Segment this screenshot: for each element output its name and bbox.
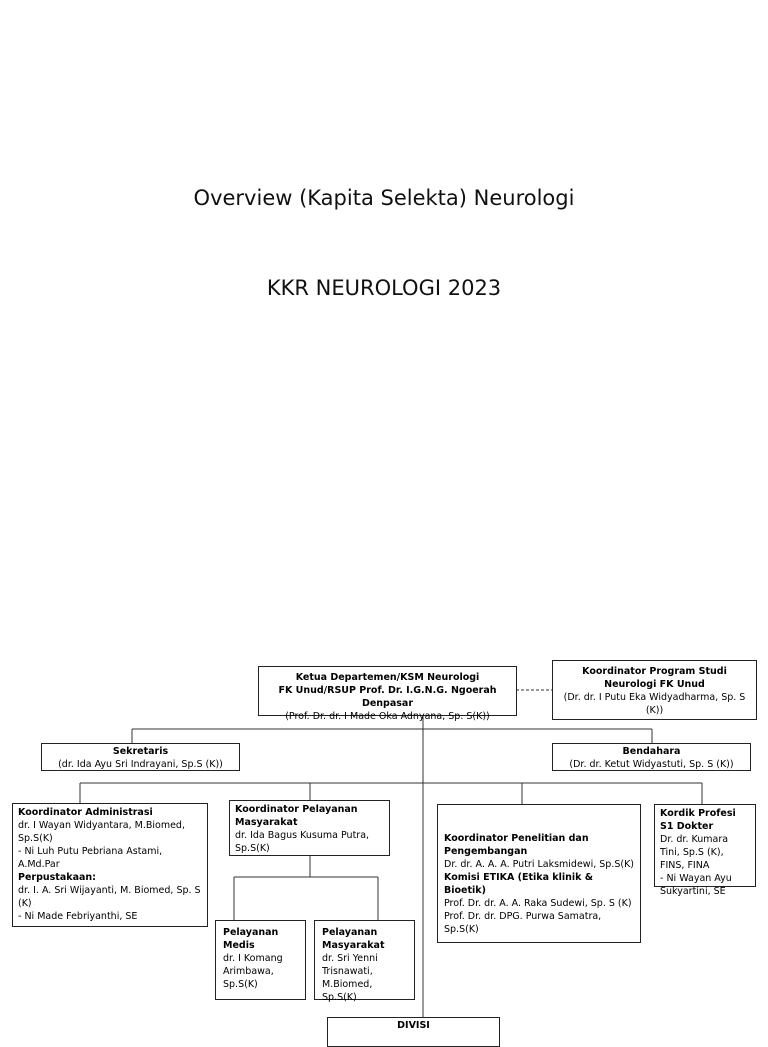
sekretaris-title: Sekretaris xyxy=(112,746,169,757)
kordik-name: Dr. dr. Kumara Tini, Sp.S (K), FINS, FINA xyxy=(660,834,729,871)
administrasi-line1: dr. I Wayan Widyantara, M.Biomed, Sp.S(K) xyxy=(18,820,185,844)
pelayanan-masyarakat-name: dr. Sri Yenni Trisnawati, M.Biomed, Sp.S(K) xyxy=(322,953,378,1003)
komisi-etika-name1: Prof. Dr. dr. A. A. Raka Sudewi, Sp. S (K) xyxy=(444,898,632,909)
kordik-box xyxy=(654,804,756,897)
komisi-etika-title: Komisi ETIKA (Etika klinik & Bioetik) xyxy=(444,872,594,896)
ketua-title-line1: Ketua Departemen/KSM Neurologi xyxy=(295,672,480,683)
penelitian-title: Koordinator Penelitian dan Pengembangan xyxy=(444,833,589,857)
bendahara-name: (Dr. dr. Ketut Widyastuti, Sp. S (K)) xyxy=(569,759,734,770)
koordinator-penelitian-box xyxy=(437,804,641,943)
koordinator-prodi-title: Koordinator Program Studi Neurologi FK Unud xyxy=(582,666,727,690)
administrasi-line2: - Ni Luh Putu Pebriana Astami, A.Md.Par xyxy=(18,846,163,870)
koordinator-prodi-name: (Dr. dr. I Putu Eka Widyadharma, Sp. S (K)) xyxy=(563,692,746,716)
divisi-box xyxy=(327,1017,500,1047)
page-subtitle: KKR NEUROLOGI 2023 xyxy=(266,276,502,300)
pelayanan-medis-name: dr. I Komang Arimbawa, Sp.S(K) xyxy=(223,953,283,990)
koordinator-pelayanan-name: dr. Ida Bagus Kusuma Putra, Sp.S(K) xyxy=(235,830,370,854)
administrasi-line3: dr. I. A. Sri Wijayanti, M. Biomed, Sp. S (K) xyxy=(18,885,201,909)
page-title: Overview (Kapita Selekta) Neurologi xyxy=(193,186,575,210)
ketua-name: (Prof. Dr. dr. I Made Oka Adnyana, Sp. S(K)) xyxy=(285,711,490,722)
bendahara-title: Bendahara xyxy=(622,746,681,757)
sekretaris-name: (dr. Ida Ayu Sri Indrayani, Sp.S (K)) xyxy=(58,759,223,770)
administrasi-title: Koordinator Administrasi xyxy=(18,807,153,818)
bendahara-box xyxy=(552,743,751,771)
pelayanan-masyarakat-box xyxy=(314,920,415,1003)
koordinator-administrasi-box xyxy=(12,803,208,927)
koordinator-pelayanan-box xyxy=(229,800,390,856)
administrasi-line4: - Ni Made Febriyanthi, SE xyxy=(18,911,138,922)
koordinator-prodi-box xyxy=(552,660,757,720)
pelayanan-medis-title: Pelayanan Medis xyxy=(223,927,279,951)
ketua-title-line2: FK Unud/RSUP Prof. Dr. I.G.N.G. Ngoerah Denpasar xyxy=(278,685,497,709)
ketua-box xyxy=(258,666,517,722)
kordik-staff: - Ni Wayan Ayu Sukyartini, SE xyxy=(660,873,732,897)
sekretaris-box xyxy=(41,743,240,771)
perpustakaan-title: Perpustakaan: xyxy=(18,872,96,883)
penelitian-name: Dr. dr. A. A. A. Putri Laksmidewi, Sp.S(K) xyxy=(444,859,635,870)
komisi-etika-name2: Prof. Dr. dr. DPG. Purwa Samatra, Sp.S(K) xyxy=(444,911,602,935)
koordinator-pelayanan-title: Koordinator Pelayanan Masyarakat xyxy=(235,804,358,828)
pelayanan-masyarakat-title: Pelayanan Masyarakat xyxy=(322,927,385,951)
kordik-title: Kordik Profesi S1 Dokter xyxy=(660,808,736,832)
pelayanan-medis-box xyxy=(215,920,306,1000)
divisi-title: DIVISI xyxy=(397,1020,430,1031)
